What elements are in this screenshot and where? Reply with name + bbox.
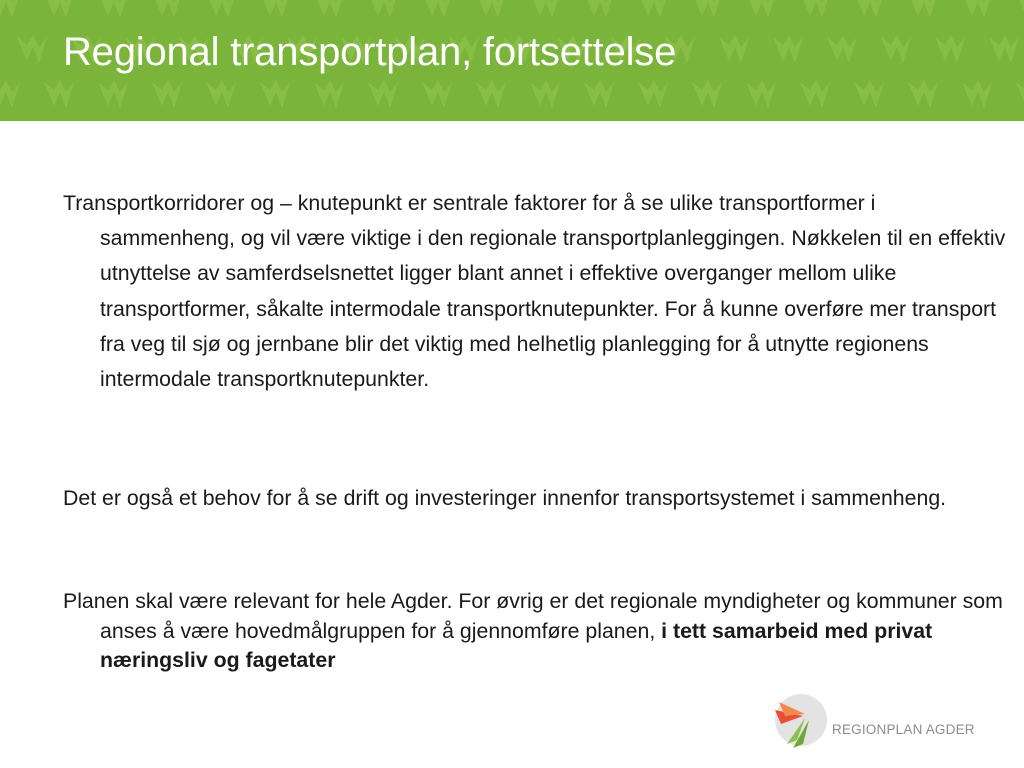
plan-relevance-emphasis: i tett samarbeid med privat næringsliv og fagetater [100, 618, 933, 673]
regionplan-arrows-icon [773, 694, 829, 750]
logo-text: REGIONPLAN AGDER [832, 722, 975, 737]
title-banner [0, 0, 1024, 121]
paragraph-transport-corridors: Transportkorridorer og – knutepunkt er sentrale faktorer for å se ulike transportformer i sammenheng, og vil være viktige i den regionale transportplanleggingen. Nøkkelen til en effektiv utnyttelse av samferdselsnettet ligger blant annet i effektive overganger mellom ulike transportformer, såkalte intermodale transportknutepunkter. For å kunne overføre mer transport fra veg til sjø og jernbane blir det viktig med helhetlig planlegging for å utnytte regionens intermodale transportknutepunkter. [63, 191, 1006, 392]
regionplan-logo [773, 694, 1003, 750]
slide-title: Regional transportplan, fortsettelse [63, 30, 677, 74]
paragraph-operations-investments: Det er også et behov for å se drift og investeringer innenfor transportsystemet i sammenheng. [63, 486, 947, 510]
plan-relevance-text: Planen skal være relevant for hele Agder. For øvrig er det regionale myndigheter og kommuner som anses å være hovedmålgruppen for å gjennomføre planen, [63, 589, 1003, 643]
paragraph-plan-relevance [63, 587, 1010, 676]
